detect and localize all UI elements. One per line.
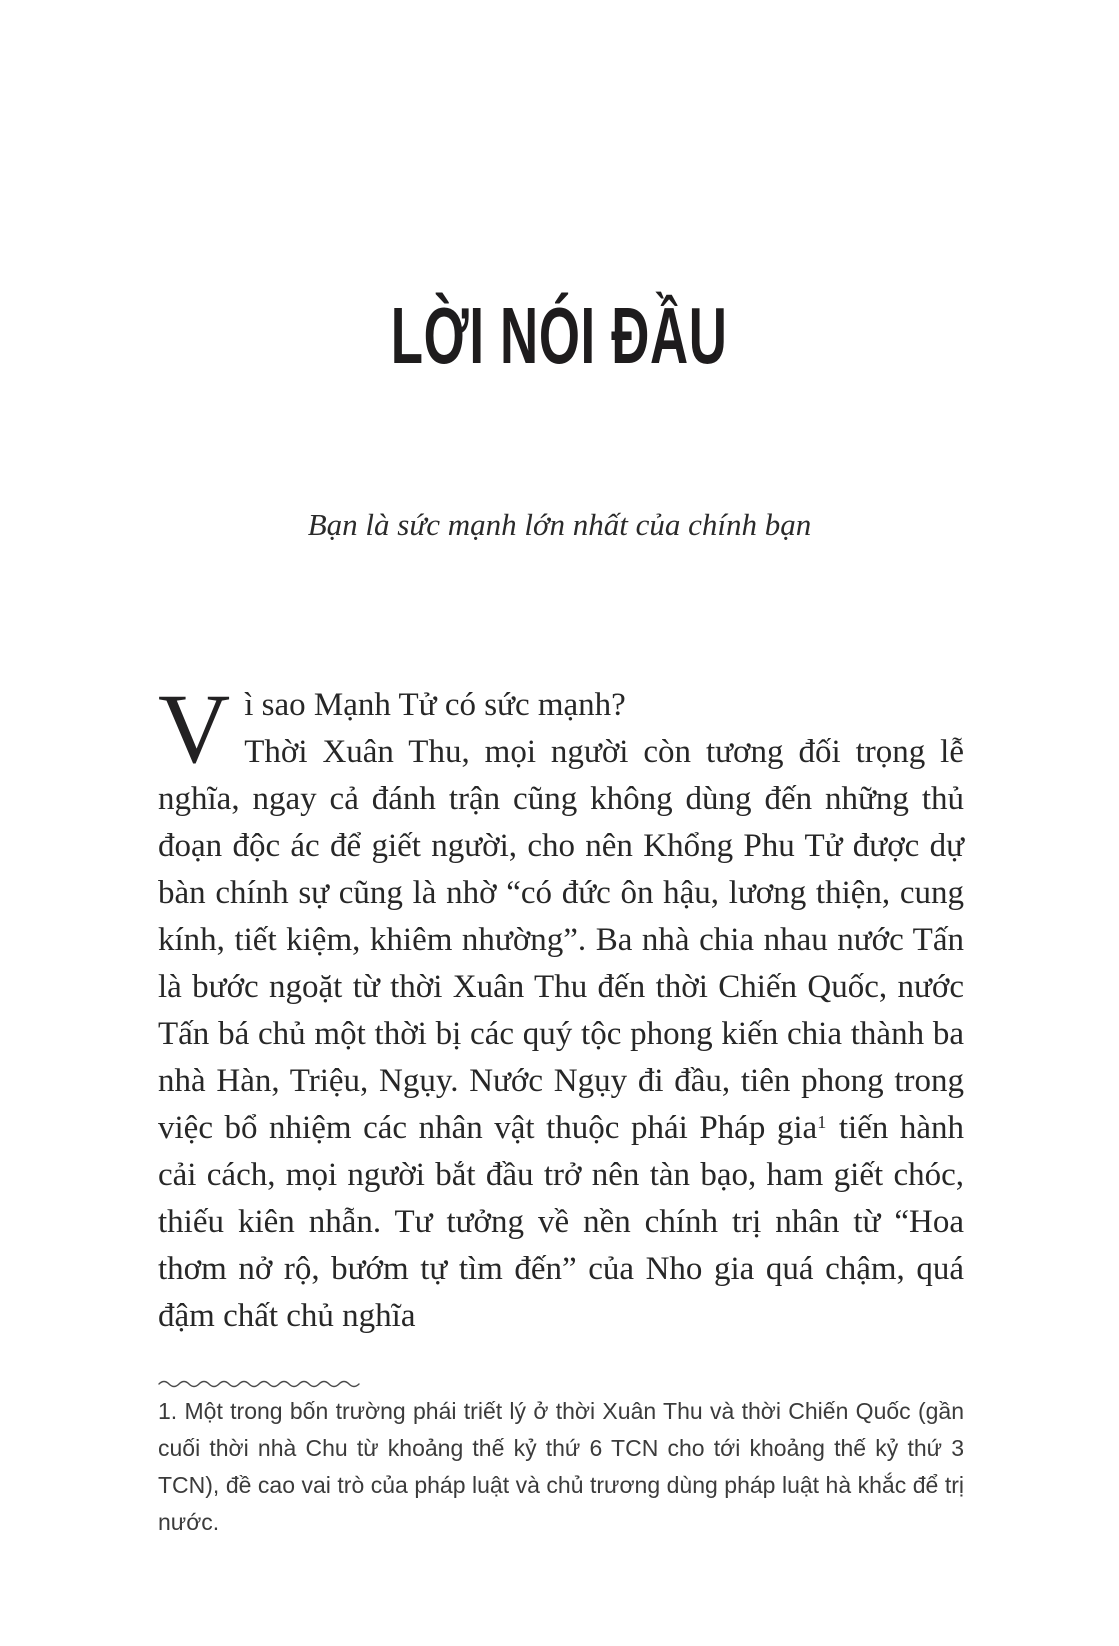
footnote-reference-superscript: 1 xyxy=(817,1112,827,1133)
footnote-separator-wavy-line xyxy=(158,1378,360,1388)
footnote-text: 1. Một trong bốn trường phái triết lý ở thời Xuân Thu và thời Chiến Quốc (gần cuối thời nhà Chu từ khoảng thế kỷ thứ 6 TCN cho tới khoảng thế kỷ thứ 3 TCN), đề cao vai trò của pháp luật và chủ trương dùng pháp luật hà khắc để trị nước. xyxy=(158,1398,964,1535)
chapter-title xyxy=(0,291,1119,380)
chapter-title-text: LỜI NÓI ĐẦU xyxy=(391,291,728,380)
drop-cap: V xyxy=(158,673,231,784)
paragraph-question: ì sao Mạnh Tử có sức mạnh? xyxy=(244,687,626,723)
paragraph-main-text-before-ref: Thời Xuân Thu, mọi người còn tương đối trọng lễ nghĩa, ngay cả đánh trận cũng không dùng đến những thủ đoạn độc ác để giết người, cho nên Khổng Phu Tử được dự bàn chính sự cũng là nhờ “có đức ôn hậu, lương thiện, cung kính, tiết kiệm, khiêm nhường”. Ba nhà chia nhau nước Tấn là bước ngoặt từ thời Xuân Thu đến thời Chiến Quốc, nước Tấn bá chủ một thời bị các quý tộc phong kiến chia thành ba nhà Hàn, Triệu, Ngụy. Nước Ngụy đi đầu, tiên phong trong việc bổ nhiệm các nhân vật thuộc phái Pháp gia xyxy=(158,734,964,1146)
body-text-block xyxy=(158,673,965,1340)
paragraph-main xyxy=(158,729,964,1340)
chapter-epigraph: Bạn là sức mạnh lớn nhất của chính bạn xyxy=(307,507,812,542)
paragraph-main-text-after-ref: tiến hành cải cách, mọi người bắt đầu trở nên tàn bạo, ham giết chóc, thiếu kiên nhẫn. Tư tưởng về nền chính trị nhân từ “Hoa thơm nở rộ, bướm tự tìm đến” của Nho gia quá chậm, quá đậm chất chủ nghĩa xyxy=(158,1110,965,1334)
footnote-area xyxy=(158,1378,964,1541)
